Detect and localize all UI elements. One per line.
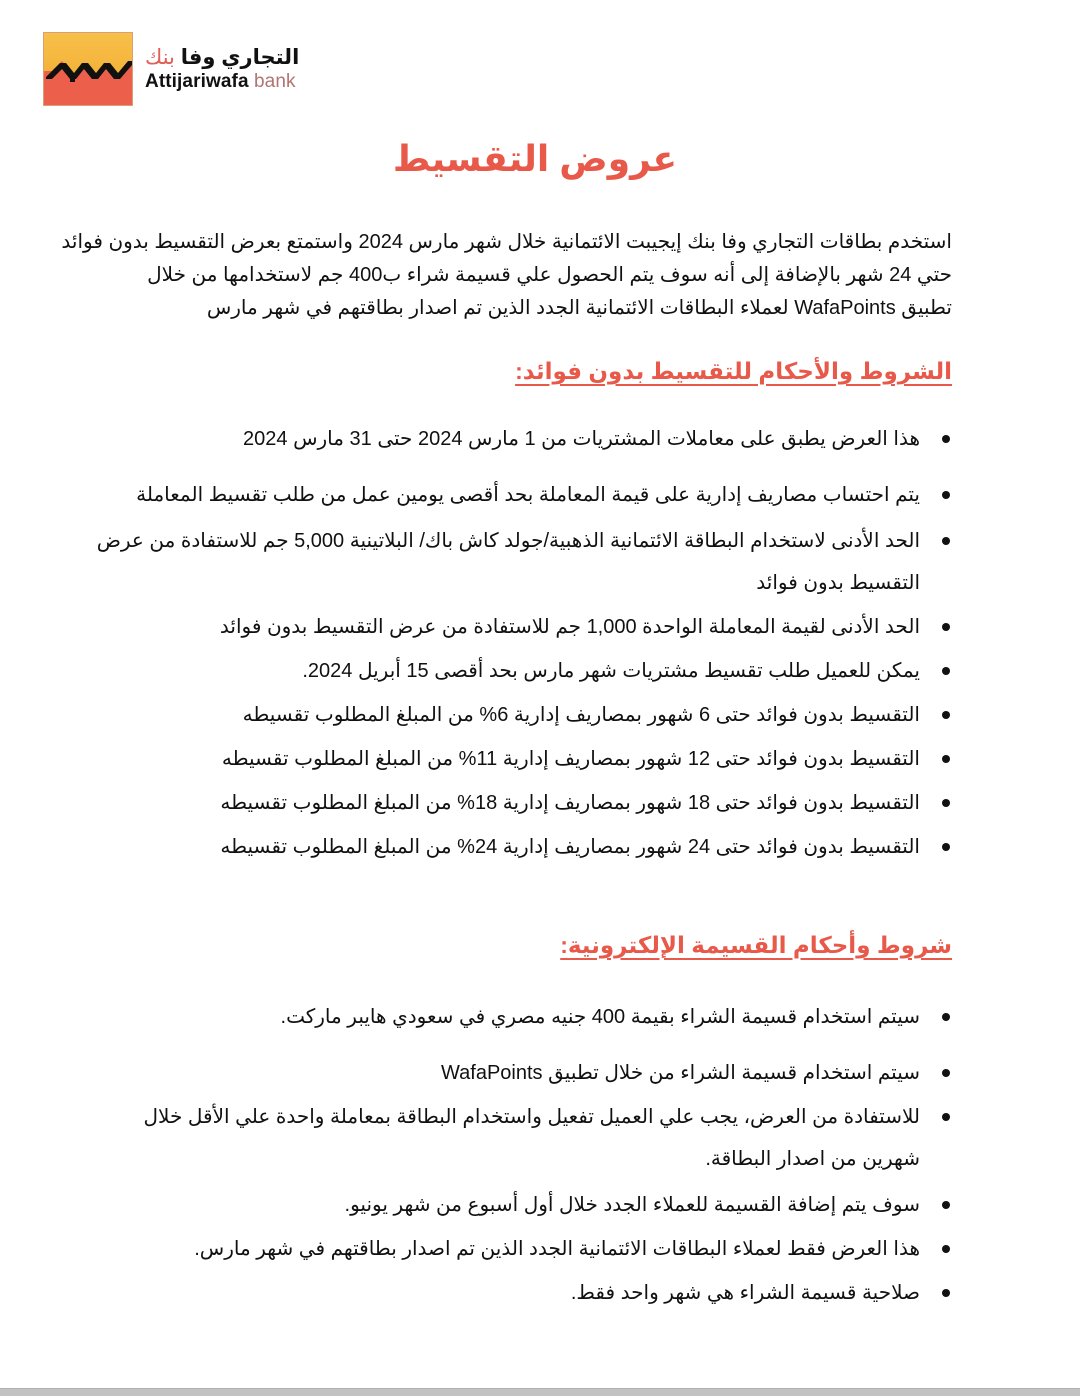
intro-paragraph (52, 226, 952, 325)
bullet-icon (942, 1069, 950, 1077)
logo-arabic-bank: بنك (145, 46, 175, 69)
intro-line: حتي 24 شهر بالإضافة إلى أنه سوف يتم الحصول علي قسيمة شراء ب400 جم لاستخدامها من خلال (147, 264, 952, 286)
bullet-icon (942, 1113, 950, 1121)
list-item: التقسيط بدون فوائد حتى 24 شهور بمصاريف إدارية 24% من المبلغ المطلوب تقسيطه (90, 826, 950, 868)
list-item: للاستفادة من العرض، يجب علي العميل تفعيل واستخدام البطاقة بمعاملة واحدة علي الأقل خلال شهرين من اصدار البطاقة. (90, 1096, 970, 1180)
bullet-icon (942, 623, 950, 631)
bullet-icon (942, 667, 950, 675)
bullet-icon (942, 1289, 950, 1297)
bullet-icon (942, 491, 950, 499)
logo-english-name (145, 72, 296, 91)
section-heading-voucher-terms: شروط وأحكام القسيمة الإلكترونية: (560, 932, 952, 958)
list-item: صلاحية قسيمة الشراء هي شهر واحد فقط. (90, 1272, 950, 1314)
bullet-icon (942, 1245, 950, 1253)
list-item: سوف يتم إضافة القسيمة للعملاء الجدد خلال أول أسبوع من شهر يونيو. (90, 1184, 950, 1226)
intro-line: تطبيق WafaPoints لعملاء البطاقات الائتمانية الجدد الذين تم اصدار بطاقتهم في شهر مارس (206, 297, 952, 319)
bullet-icon (942, 435, 950, 443)
list-item: هذا العرض فقط لعملاء البطاقات الائتمانية الجدد الذين تم اصدار بطاقتهم في شهر مارس. (90, 1228, 950, 1270)
logo-english-bank: bank (254, 71, 296, 92)
bullet-icon (942, 1013, 950, 1021)
logo-mark-icon (43, 32, 133, 106)
list-item: هذا العرض يطبق على معاملات المشتريات من 1 مارس 2024 حتى 31 مارس 2024 (90, 418, 950, 460)
bullet-icon (942, 843, 950, 851)
list-item: سيتم استخدام قسيمة الشراء بقيمة 400 جنيه مصري في سعودي هايبر ماركت. (90, 996, 950, 1038)
logo-arabic-main: التجاري وفا (180, 46, 300, 69)
page-title: عروض التقسيط (392, 138, 678, 179)
list-item: يتم احتساب مصاريف إدارية على قيمة المعاملة بحد أقصى يومين عمل من طلب تقسيط المعاملة (90, 474, 950, 516)
bullet-icon (942, 1201, 950, 1209)
list-item: التقسيط بدون فوائد حتى 12 شهور بمصاريف إدارية 11% من المبلغ المطلوب تقسيطه (90, 738, 950, 780)
list-item: سيتم استخدام قسيمة الشراء من خلال تطبيق WafaPoints (90, 1052, 950, 1094)
bullet-icon (942, 537, 950, 545)
list-item: الحد الأدنى لاستخدام البطاقة الائتمانية الذهبية/جولد كاش باك/ البلاتينية 5,000 جم للاستفادة من عرض التقسيط بدون فوائد (90, 520, 960, 604)
page-bottom-border (0, 1388, 1080, 1396)
logo-arabic-name (145, 47, 299, 68)
bullet-icon (942, 711, 950, 719)
bullet-icon (942, 799, 950, 807)
bullet-icon (942, 755, 950, 763)
bank-logo (43, 32, 299, 106)
logo-english-main: Attijariwafa (145, 71, 249, 92)
intro-line: استخدم بطاقات التجاري وفا بنك إيجيبت الائتمانية خلال شهر مارس 2024 واستمتع بعرض التقسيط بدون فوائد (61, 231, 952, 253)
list-item: التقسيط بدون فوائد حتى 6 شهور بمصاريف إدارية 6% من المبلغ المطلوب تقسيطه (90, 694, 950, 736)
section-heading-installment-terms: الشروط والأحكام للتقسيط بدون فوائد: (515, 358, 952, 384)
list-item: التقسيط بدون فوائد حتى 18 شهور بمصاريف إدارية 18% من المبلغ المطلوب تقسيطه (90, 782, 950, 824)
list-item: يمكن للعميل طلب تقسيط مشتريات شهر مارس بحد أقصى 15 أبريل 2024. (90, 650, 950, 692)
list-item: الحد الأدنى لقيمة المعاملة الواحدة 1,000 جم للاستفادة من عرض التقسيط بدون فوائد (90, 606, 950, 648)
